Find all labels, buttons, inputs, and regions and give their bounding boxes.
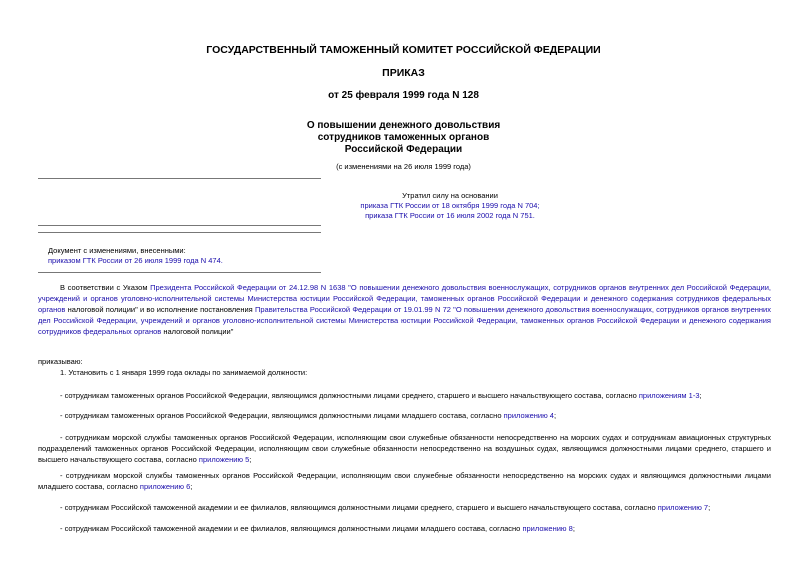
divider: [38, 232, 321, 233]
preamble-text: В соответствии с Указом: [60, 283, 151, 292]
appendix-5-link[interactable]: приложению 5: [198, 455, 250, 464]
preamble-text: налоговой полиции": [161, 327, 234, 336]
divider: [38, 272, 321, 273]
lost-force-link-751[interactable]: приказа ГТК России от 16 июля 2002 года N 751.: [365, 211, 535, 220]
title-line: О повышении денежного довольствия: [306, 120, 501, 131]
list-item: - сотрудникам таможенных органов Российской Федерации, являющимся должностными лицами младшего состава, согласно приложению 4;: [60, 411, 557, 420]
order-command: приказываю:: [38, 357, 83, 366]
lost-force-label: Утратил силу на основании: [402, 191, 498, 200]
title-line: сотрудников таможенных органов: [317, 132, 490, 143]
appendix-6-link[interactable]: приложению 6: [139, 482, 191, 491]
appendix-7-link[interactable]: приложению 7: [657, 503, 709, 512]
title-line: Российской Федерации: [344, 144, 463, 155]
document-date-number: от 25 февраля 1999 года N 128: [328, 90, 479, 101]
appendix-4-link[interactable]: приложению 4: [503, 411, 554, 420]
preamble-text: налоговой полиции" и во исполнение постановления: [65, 305, 255, 314]
order-item-1: 1. Установить с 1 января 1999 года оклады по занимаемой должности:: [60, 368, 308, 377]
list-item: - сотрудникам морской службы таможенных органов Российской Федерации, исполняющим свои служебные обязанности непосредственно на морских судах и являющимся должностными лицами младшего состава, согласно приложению 6;: [38, 471, 771, 491]
changes-note: (с изменениями на 26 июля 1999 года): [336, 162, 471, 171]
divider: [38, 178, 321, 179]
document-type: ПРИКАЗ: [382, 67, 425, 79]
list-item: - сотрудникам Российской таможенной академии и ее филиалов, являющимся должностными лицами младшего состава, согласно приложению 8;: [60, 524, 575, 533]
amendments-label: Документ с изменениями, внесенными:: [48, 246, 186, 255]
amendments-block: [48, 246, 223, 266]
list-item: - сотрудникам таможенных органов Российской Федерации, являющимся должностными лицами среднего, старшего и высшего начальствующего состава, согласно приложениям 1-3;: [60, 391, 702, 400]
divider: [38, 225, 321, 226]
appendix-8-link[interactable]: приложению 8: [522, 524, 573, 533]
lost-force-link-704[interactable]: приказа ГТК России от 18 октября 1999 года N 704;: [360, 201, 540, 210]
issuing-authority: ГОСУДАРСТВЕННЫЙ ТАМОЖЕННЫЙ КОМИТЕТ РОССИЙСКОЙ ФЕДЕРАЦИИ: [206, 44, 601, 56]
document-title: [0, 120, 807, 156]
government-resolution-link[interactable]: Правительства Российской Федерации от 19.01.99 N 72 "О повышении денежного довольствия военнослужащих, сотрудников органов внутренних дел Российской Федерации, учреждений и органов уголовно-исполнительной системы Министерства юстиции Российской Федерации, таможенных органов Российской Федерации и денежного содержания сотрудников федеральных органов: [38, 305, 771, 336]
presidential-decree-link[interactable]: Президента Российской Федерации от 24.12.98 N 1638 "О повышении денежного довольствия военнослужащих, сотрудников органов внутренних дел Российской Федерации, учреждений и органов уголовно-исполнительной системы Министерства юстиции Российской Федерации, таможенных органов Российской Федерации и денежного содержания сотрудников федеральных органов: [38, 283, 771, 314]
amendment-link-474[interactable]: приказом ГТК России от 26 июля 1999 года N 474.: [48, 256, 223, 265]
preamble: [38, 282, 771, 337]
lost-force-block: [250, 191, 650, 221]
list-item: - сотрудникам Российской таможенной академии и ее филиалов, являющимся должностными лицами среднего, старшего и высшего начальствующего состава, согласно приложению 7;: [60, 503, 711, 512]
appendix-1-3-link[interactable]: приложениям 1-3: [638, 391, 700, 400]
list-item: - сотрудникам морской службы таможенных органов Российской Федерации, исполняющим свои служебные обязанности непосредственно на морских судах и сотрудникам авиационных структурных подразделений таможенных органов Российской Федерации, исполняющим свои служебные обязанности непосредственно на воздушных судах, являющимся должностными лицами среднего, старшего и высшего начальствующего состава, согласно приложению 5;: [38, 433, 771, 464]
